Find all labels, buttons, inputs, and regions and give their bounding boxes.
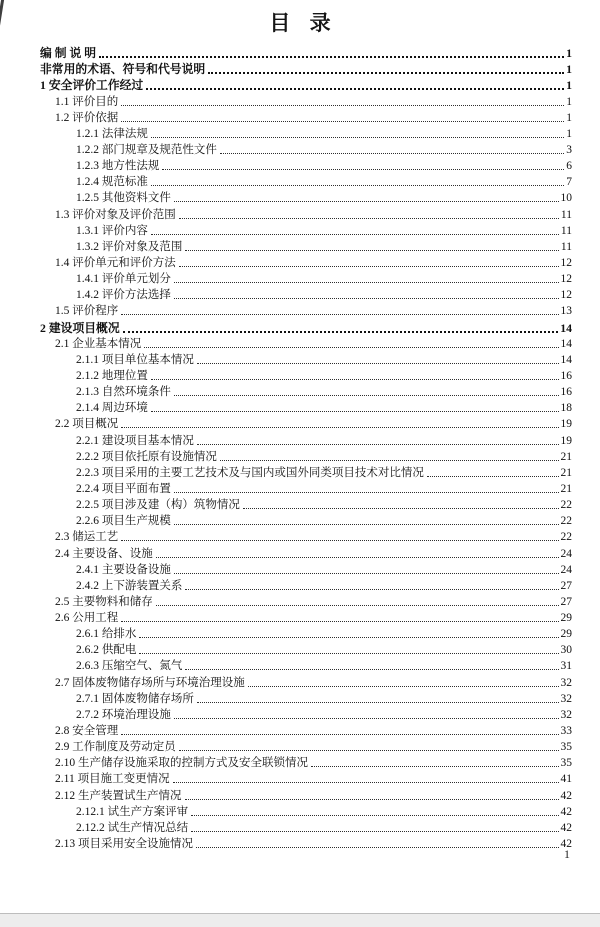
toc-entry <box>40 351 572 367</box>
toc-leader-dots <box>248 686 559 687</box>
page-number: 1 <box>564 847 570 861</box>
toc-entry <box>40 593 572 609</box>
toc-entry-page: 18 <box>560 402 572 415</box>
toc-entry-page: 42 <box>560 789 572 802</box>
toc-entry-page: 21 <box>560 482 572 495</box>
toc-entry <box>40 125 572 141</box>
toc-entry-label: 2.4.2 上下游装置关系 <box>76 579 183 592</box>
toc-leader-dots <box>197 363 559 364</box>
toc-entry <box>40 480 572 496</box>
toc-leader-dots <box>139 637 558 638</box>
toc-entry-label: 2.2.1 建设项目基本情况 <box>76 434 194 447</box>
toc-leader-dots <box>151 185 564 186</box>
toc-entry <box>40 205 572 221</box>
toc-entry-page: 35 <box>560 757 572 770</box>
toc-entry-page: 22 <box>560 515 572 528</box>
toc-entry-page: 16 <box>560 386 572 399</box>
toc-entry-label: 2.2.2 项目依托原有设施情况 <box>76 450 217 463</box>
toc-entry-page: 32 <box>560 708 572 721</box>
toc-leader-dots <box>191 815 558 816</box>
toc-entry-label: 1.2.1 法律法规 <box>76 127 148 140</box>
toc-entry <box>40 577 572 593</box>
toc-entry-label: 编 制 说 明 <box>40 46 97 61</box>
toc-entry <box>40 754 572 770</box>
toc-entry <box>40 544 572 560</box>
toc-entry-page: 12 <box>560 273 572 286</box>
toc-entry-page: 27 <box>560 595 572 608</box>
toc-leader-dots <box>151 411 559 412</box>
toc-leader-dots <box>151 379 559 380</box>
toc-entry-page: 11 <box>560 208 572 221</box>
toc-entry <box>40 302 572 318</box>
toc-leader-dots <box>121 314 558 315</box>
toc-entry <box>40 238 572 254</box>
toc-entry <box>40 318 572 334</box>
toc-entry-page: 24 <box>560 547 572 560</box>
toc-entry-label: 2.1.2 地理位置 <box>76 369 148 382</box>
toc-entry-page: 16 <box>560 369 572 382</box>
toc-entry-page: 33 <box>560 725 572 738</box>
toc-entry-page: 22 <box>560 531 572 544</box>
toc-leader-dots <box>185 250 559 251</box>
toc-entry-label: 1.5 评价程序 <box>55 305 119 318</box>
toc-entry-label: 2.3 储运工艺 <box>55 531 119 544</box>
toc-leader-dots <box>121 121 564 122</box>
toc-leader-dots <box>173 782 559 783</box>
toc-entry <box>40 722 572 738</box>
toc-leader-dots <box>162 169 564 170</box>
toc-entry-page: 42 <box>560 821 572 834</box>
toc-entry-label: 2.6.1 给排水 <box>76 628 137 641</box>
toc-entry-label: 2.10 生产储存设施采取的控制方式及安全联锁情况 <box>55 757 308 770</box>
toc-entry-label: 2.13 项目采用安全设施情况 <box>55 838 193 851</box>
toc-leader-dots <box>99 56 564 58</box>
toc-list <box>0 44 600 851</box>
toc-leader-dots <box>156 605 559 606</box>
toc-entry-label: 2.4.1 主要设备设施 <box>76 563 171 576</box>
toc-entry-label: 1.3.2 评价对象及范围 <box>76 240 183 253</box>
toc-entry-page: 1 <box>566 111 572 124</box>
toc-entry <box>40 738 572 754</box>
toc-entry <box>40 690 572 706</box>
toc-entry-label: 2.12.2 试生产情况总结 <box>76 821 189 834</box>
toc-entry-label: 1.4 评价单元和评价方法 <box>55 256 176 269</box>
toc-entry-label: 2.2 项目概况 <box>55 418 119 431</box>
page-title: 目 录 <box>269 11 338 35</box>
toc-entry <box>40 60 572 76</box>
toc-leader-dots <box>427 476 559 477</box>
toc-entry-label: 2.1.3 自然环境条件 <box>76 386 171 399</box>
toc-leader-dots <box>121 427 558 428</box>
toc-entry-page: 12 <box>560 256 572 269</box>
toc-entry <box>40 706 572 722</box>
toc-leader-dots <box>174 201 559 202</box>
toc-entry-label: 2.11 项目施工变更情况 <box>55 773 170 786</box>
toc-entry-label: 非常用的术语、符号和代号说明 <box>40 62 206 77</box>
toc-entry <box>40 561 572 577</box>
toc-leader-dots <box>121 621 558 622</box>
toc-leader-dots <box>220 460 559 461</box>
toc-leader-dots <box>208 72 564 74</box>
toc-entry <box>40 657 572 673</box>
toc-entry-label: 1.4.2 评价方法选择 <box>76 289 171 302</box>
toc-leader-dots <box>197 702 559 703</box>
toc-entry-page: 21 <box>560 450 572 463</box>
toc-entry <box>40 528 572 544</box>
toc-entry-label: 1.2.4 规范标准 <box>76 176 148 189</box>
toc-entry-label: 2.2.6 项目生产规模 <box>76 515 171 528</box>
toc-entry <box>40 786 572 802</box>
toc-leader-dots <box>174 395 559 396</box>
toc-entry <box>40 609 572 625</box>
toc-entry-label: 2.2.4 项目平面布置 <box>76 482 171 495</box>
toc-entry <box>40 254 572 270</box>
toc-entry <box>40 399 572 415</box>
toc-entry <box>40 448 572 464</box>
toc-entry-label: 2.5 主要物料和储存 <box>55 595 153 608</box>
toc-leader-dots <box>156 557 559 558</box>
toc-entry <box>40 770 572 786</box>
toc-entry <box>40 157 572 173</box>
toc-leader-dots <box>243 508 559 509</box>
toc-entry-page: 10 <box>560 192 572 205</box>
toc-leader-dots <box>179 218 559 219</box>
toc-entry-label: 2.9 工作制度及劳动定员 <box>55 741 176 754</box>
scan-edge-bottom <box>0 913 600 927</box>
toc-entry-page: 29 <box>560 628 572 641</box>
toc-entry-label: 1.2 评价依据 <box>55 111 119 124</box>
toc-entry-page: 11 <box>560 224 572 237</box>
toc-entry-page: 1 <box>566 78 572 93</box>
toc-leader-dots <box>146 88 564 90</box>
toc-entry-page: 22 <box>560 499 572 512</box>
toc-entry-page: 35 <box>560 741 572 754</box>
toc-entry-page: 19 <box>560 418 572 431</box>
toc-leader-dots <box>139 653 558 654</box>
toc-entry-page: 42 <box>560 805 572 818</box>
toc-entry-page: 13 <box>560 305 572 318</box>
toc-entry-page: 19 <box>560 434 572 447</box>
toc-leader-dots <box>174 573 559 574</box>
toc-entry-label: 1 安全评价工作经过 <box>40 78 144 93</box>
toc-entry-label: 2.4 主要设备、设施 <box>55 547 153 560</box>
toc-entry-label: 2.7 固体废物储存场所与环境治理设施 <box>55 676 245 689</box>
toc-entry <box>40 141 572 157</box>
toc-entry <box>40 189 572 205</box>
toc-entry-page: 31 <box>560 660 572 673</box>
toc-entry <box>40 109 572 125</box>
toc-leader-dots <box>185 589 558 590</box>
toc-entry-label: 2 建设项目概况 <box>40 320 120 335</box>
toc-entry-label: 2.2.3 项目采用的主要工艺技术及与国内或国外同类项目技术对比情况 <box>76 466 424 479</box>
toc-leader-dots <box>123 331 559 333</box>
toc-entry-page: 21 <box>560 466 572 479</box>
toc-leader-dots <box>311 766 559 767</box>
toc-entry-page: 30 <box>560 644 572 657</box>
toc-entry <box>40 270 572 286</box>
toc-leader-dots <box>121 734 558 735</box>
toc-entry-label: 1.4.1 评价单元划分 <box>76 273 171 286</box>
toc-entry-page: 1 <box>566 127 572 140</box>
toc-entry-page: 14 <box>560 353 572 366</box>
toc-entry-page: 41 <box>560 773 572 786</box>
toc-entry-page: 1 <box>566 46 572 61</box>
toc-entry <box>40 496 572 512</box>
toc-leader-dots <box>179 750 559 751</box>
toc-entry-page: 12 <box>560 289 572 302</box>
toc-entry-label: 2.1.4 周边环境 <box>76 402 148 415</box>
toc-entry <box>40 431 572 447</box>
toc-entry-label: 2.6 公用工程 <box>55 612 119 625</box>
toc-leader-dots <box>121 540 558 541</box>
toc-entry-label: 1.2.2 部门规章及规范性文件 <box>76 143 217 156</box>
toc-entry-page: 42 <box>560 838 572 851</box>
toc-entry-label: 2.6.3 压缩空气、氮气 <box>76 660 183 673</box>
toc-entry-label: 2.7.1 固体废物储存场所 <box>76 692 194 705</box>
toc-leader-dots <box>174 282 559 283</box>
toc-entry <box>40 76 572 92</box>
toc-leader-dots <box>151 137 564 138</box>
toc-entry <box>40 383 572 399</box>
toc-leader-dots <box>185 799 559 800</box>
toc-entry <box>40 92 572 108</box>
toc-entry-label: 1.2.5 其他资料文件 <box>76 192 171 205</box>
toc-entry <box>40 835 572 851</box>
toc-leader-dots <box>174 524 559 525</box>
toc-leader-dots <box>185 669 558 670</box>
toc-entry-label: 1.2.3 地方性法规 <box>76 160 160 173</box>
toc-entry-page: 3 <box>566 143 572 156</box>
toc-entry-page: 6 <box>566 160 572 173</box>
toc-leader-dots <box>174 298 559 299</box>
toc-leader-dots <box>196 847 559 848</box>
toc-leader-dots <box>220 153 564 154</box>
toc-entry-label: 1.3.1 评价内容 <box>76 224 148 237</box>
toc-leader-dots <box>151 234 559 235</box>
toc-entry-page: 14 <box>560 320 572 335</box>
toc-entry-page: 1 <box>566 95 572 108</box>
toc-entry-label: 2.7.2 环境治理设施 <box>76 708 171 721</box>
toc-entry-label: 2.6.2 供配电 <box>76 644 137 657</box>
toc-leader-dots <box>174 718 559 719</box>
toc-entry-page: 24 <box>560 563 572 576</box>
toc-entry-label: 2.1.1 项目单位基本情况 <box>76 353 194 366</box>
toc-entry <box>40 803 572 819</box>
toc-entry <box>40 286 572 302</box>
toc-entry-page: 14 <box>560 337 572 350</box>
toc-leader-dots <box>179 266 559 267</box>
toc-entry-page: 27 <box>560 579 572 592</box>
toc-entry-label: 2.2.5 项目涉及建（构）筑物情况 <box>76 499 240 512</box>
toc-entry <box>40 173 572 189</box>
toc-leader-dots <box>144 347 558 348</box>
toc-entry-page: 7 <box>566 176 572 189</box>
toc-leader-dots <box>121 105 564 106</box>
toc-leader-dots <box>197 444 559 445</box>
toc-entry <box>40 464 572 480</box>
toc-entry-label: 1.3 评价对象及评价范围 <box>55 208 176 221</box>
toc-entry-page: 11 <box>560 240 572 253</box>
toc-entry-label: 2.8 安全管理 <box>55 725 119 738</box>
toc-entry <box>40 222 572 238</box>
toc-leader-dots <box>191 831 558 832</box>
toc-entry <box>40 625 572 641</box>
toc-entry-page: 32 <box>560 676 572 689</box>
toc-entry-label: 2.12.1 试生产方案评审 <box>76 805 189 818</box>
toc-entry-label: 2.12 生产装置试生产情况 <box>55 789 182 802</box>
toc-entry-label: 2.1 企业基本情况 <box>55 337 142 350</box>
toc-entry <box>40 641 572 657</box>
toc-leader-dots <box>174 492 559 493</box>
toc-entry <box>40 44 572 60</box>
toc-entry-page: 32 <box>560 692 572 705</box>
toc-entry <box>40 819 572 835</box>
toc-entry-label: 1.1 评价目的 <box>55 95 119 108</box>
toc-entry <box>40 335 572 351</box>
toc-entry <box>40 512 572 528</box>
toc-entry-page: 29 <box>560 612 572 625</box>
toc-entry <box>40 415 572 431</box>
toc-entry <box>40 367 572 383</box>
toc-entry <box>40 673 572 689</box>
toc-entry-page: 1 <box>566 62 572 77</box>
